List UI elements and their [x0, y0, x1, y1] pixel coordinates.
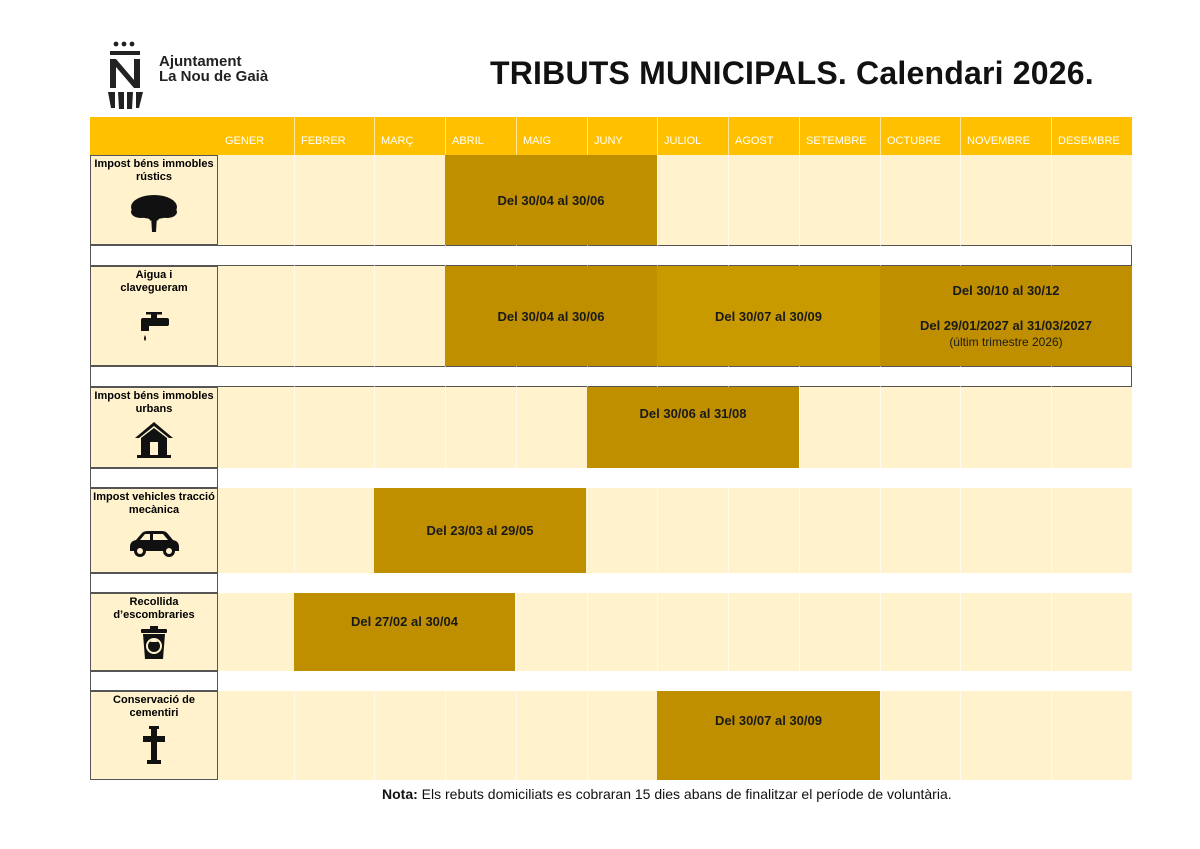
column-divider: [374, 117, 375, 780]
month-header: OCTUBRE: [887, 135, 941, 147]
tax-row-label: [90, 488, 218, 573]
period-text: Del 30/07 al 30/09: [715, 308, 822, 324]
tax-calendar: [90, 117, 1132, 780]
period-text: Del 29/01/2027 al 31/03/2027: [919, 318, 1093, 333]
period-text: Del 30/04 al 30/06: [497, 308, 605, 324]
tax-row-label: [90, 691, 218, 780]
period-text: Del 23/03 al 29/05: [426, 523, 534, 538]
row-band: [218, 155, 1132, 245]
tax-row-label: [90, 266, 218, 366]
month-header: ABRIL: [452, 135, 484, 147]
tax-name: Conservació de cementiri: [113, 694, 195, 719]
payment-period: [657, 266, 880, 366]
month-header: AGOST: [735, 135, 774, 147]
house-icon: [133, 420, 175, 458]
car-icon: [126, 529, 182, 557]
row-band: [218, 488, 1132, 573]
tax-row-label: [90, 593, 218, 671]
month-header: FEBRER: [301, 135, 346, 147]
logo-text: [159, 54, 268, 84]
footnote-text: Els rebuts domiciliats es cobraran 15 dies abans de finalitzar el període de voluntària.: [421, 786, 952, 802]
footnote-label: Nota:: [382, 786, 418, 802]
row-separator: [90, 468, 218, 488]
month-header: NOVEMBRE: [967, 135, 1030, 147]
month-header: MARÇ: [381, 135, 414, 147]
month-header: GENER: [225, 135, 265, 147]
page-title: TRIBUTS MUNICIPALS. Calendari 2026.: [490, 55, 1094, 91]
payment-period: [374, 488, 586, 573]
payment-period: [657, 691, 880, 780]
month-header: JULIOL: [664, 135, 702, 147]
tax-row-label: [90, 155, 218, 245]
tree-icon: [129, 192, 179, 234]
column-divider: [799, 117, 800, 780]
logo-line-1: Ajuntament: [159, 53, 242, 70]
payment-period: [294, 593, 515, 671]
tax-row-label: [90, 387, 218, 468]
period-text: Del 27/02 al 30/04: [351, 613, 458, 629]
row-separator: [90, 573, 218, 593]
cross-icon: [141, 726, 167, 764]
municipality-logo: [104, 40, 304, 110]
logo-emblem-icon: [104, 40, 150, 110]
tax-name: Impost béns immobles rústics: [94, 158, 214, 183]
period-note: (últim trimestre 2026): [949, 335, 1063, 349]
column-divider: [294, 117, 295, 780]
payment-period: [445, 155, 657, 245]
payment-period: [445, 266, 657, 366]
period-text: Del 30/10 al 30/12: [952, 283, 1060, 298]
period-text: Del 30/07 al 30/09: [715, 713, 822, 728]
row-separator: [90, 245, 1132, 266]
tax-name: Impost vehicles tracció mecànica: [93, 491, 215, 516]
column-divider: [960, 117, 961, 780]
recycle-bin-icon: [139, 626, 169, 660]
logo-line-2: La Nou de Gaià: [159, 68, 269, 85]
payment-period: [880, 266, 1132, 366]
month-header: JUNY: [594, 135, 623, 147]
column-divider: [1051, 117, 1052, 780]
period-text: Del 30/04 al 30/06: [497, 192, 605, 208]
row-separator: [90, 671, 218, 691]
period-text: Del 30/06 al 31/08: [639, 406, 747, 421]
payment-period: [587, 387, 799, 468]
month-header: MAIG: [523, 135, 552, 147]
footnote: [382, 786, 952, 802]
tax-name: Aigua i clavegueram: [120, 269, 188, 294]
column-divider: [880, 117, 881, 780]
tax-name: Recollida d’escombraries: [113, 596, 195, 621]
month-header: DESEMBRE: [1058, 135, 1120, 147]
tax-name: Impost béns immobles urbans: [94, 390, 214, 415]
row-separator: [90, 366, 1132, 387]
faucet-icon: [137, 311, 171, 343]
month-header: SETEMBRE: [806, 135, 867, 147]
